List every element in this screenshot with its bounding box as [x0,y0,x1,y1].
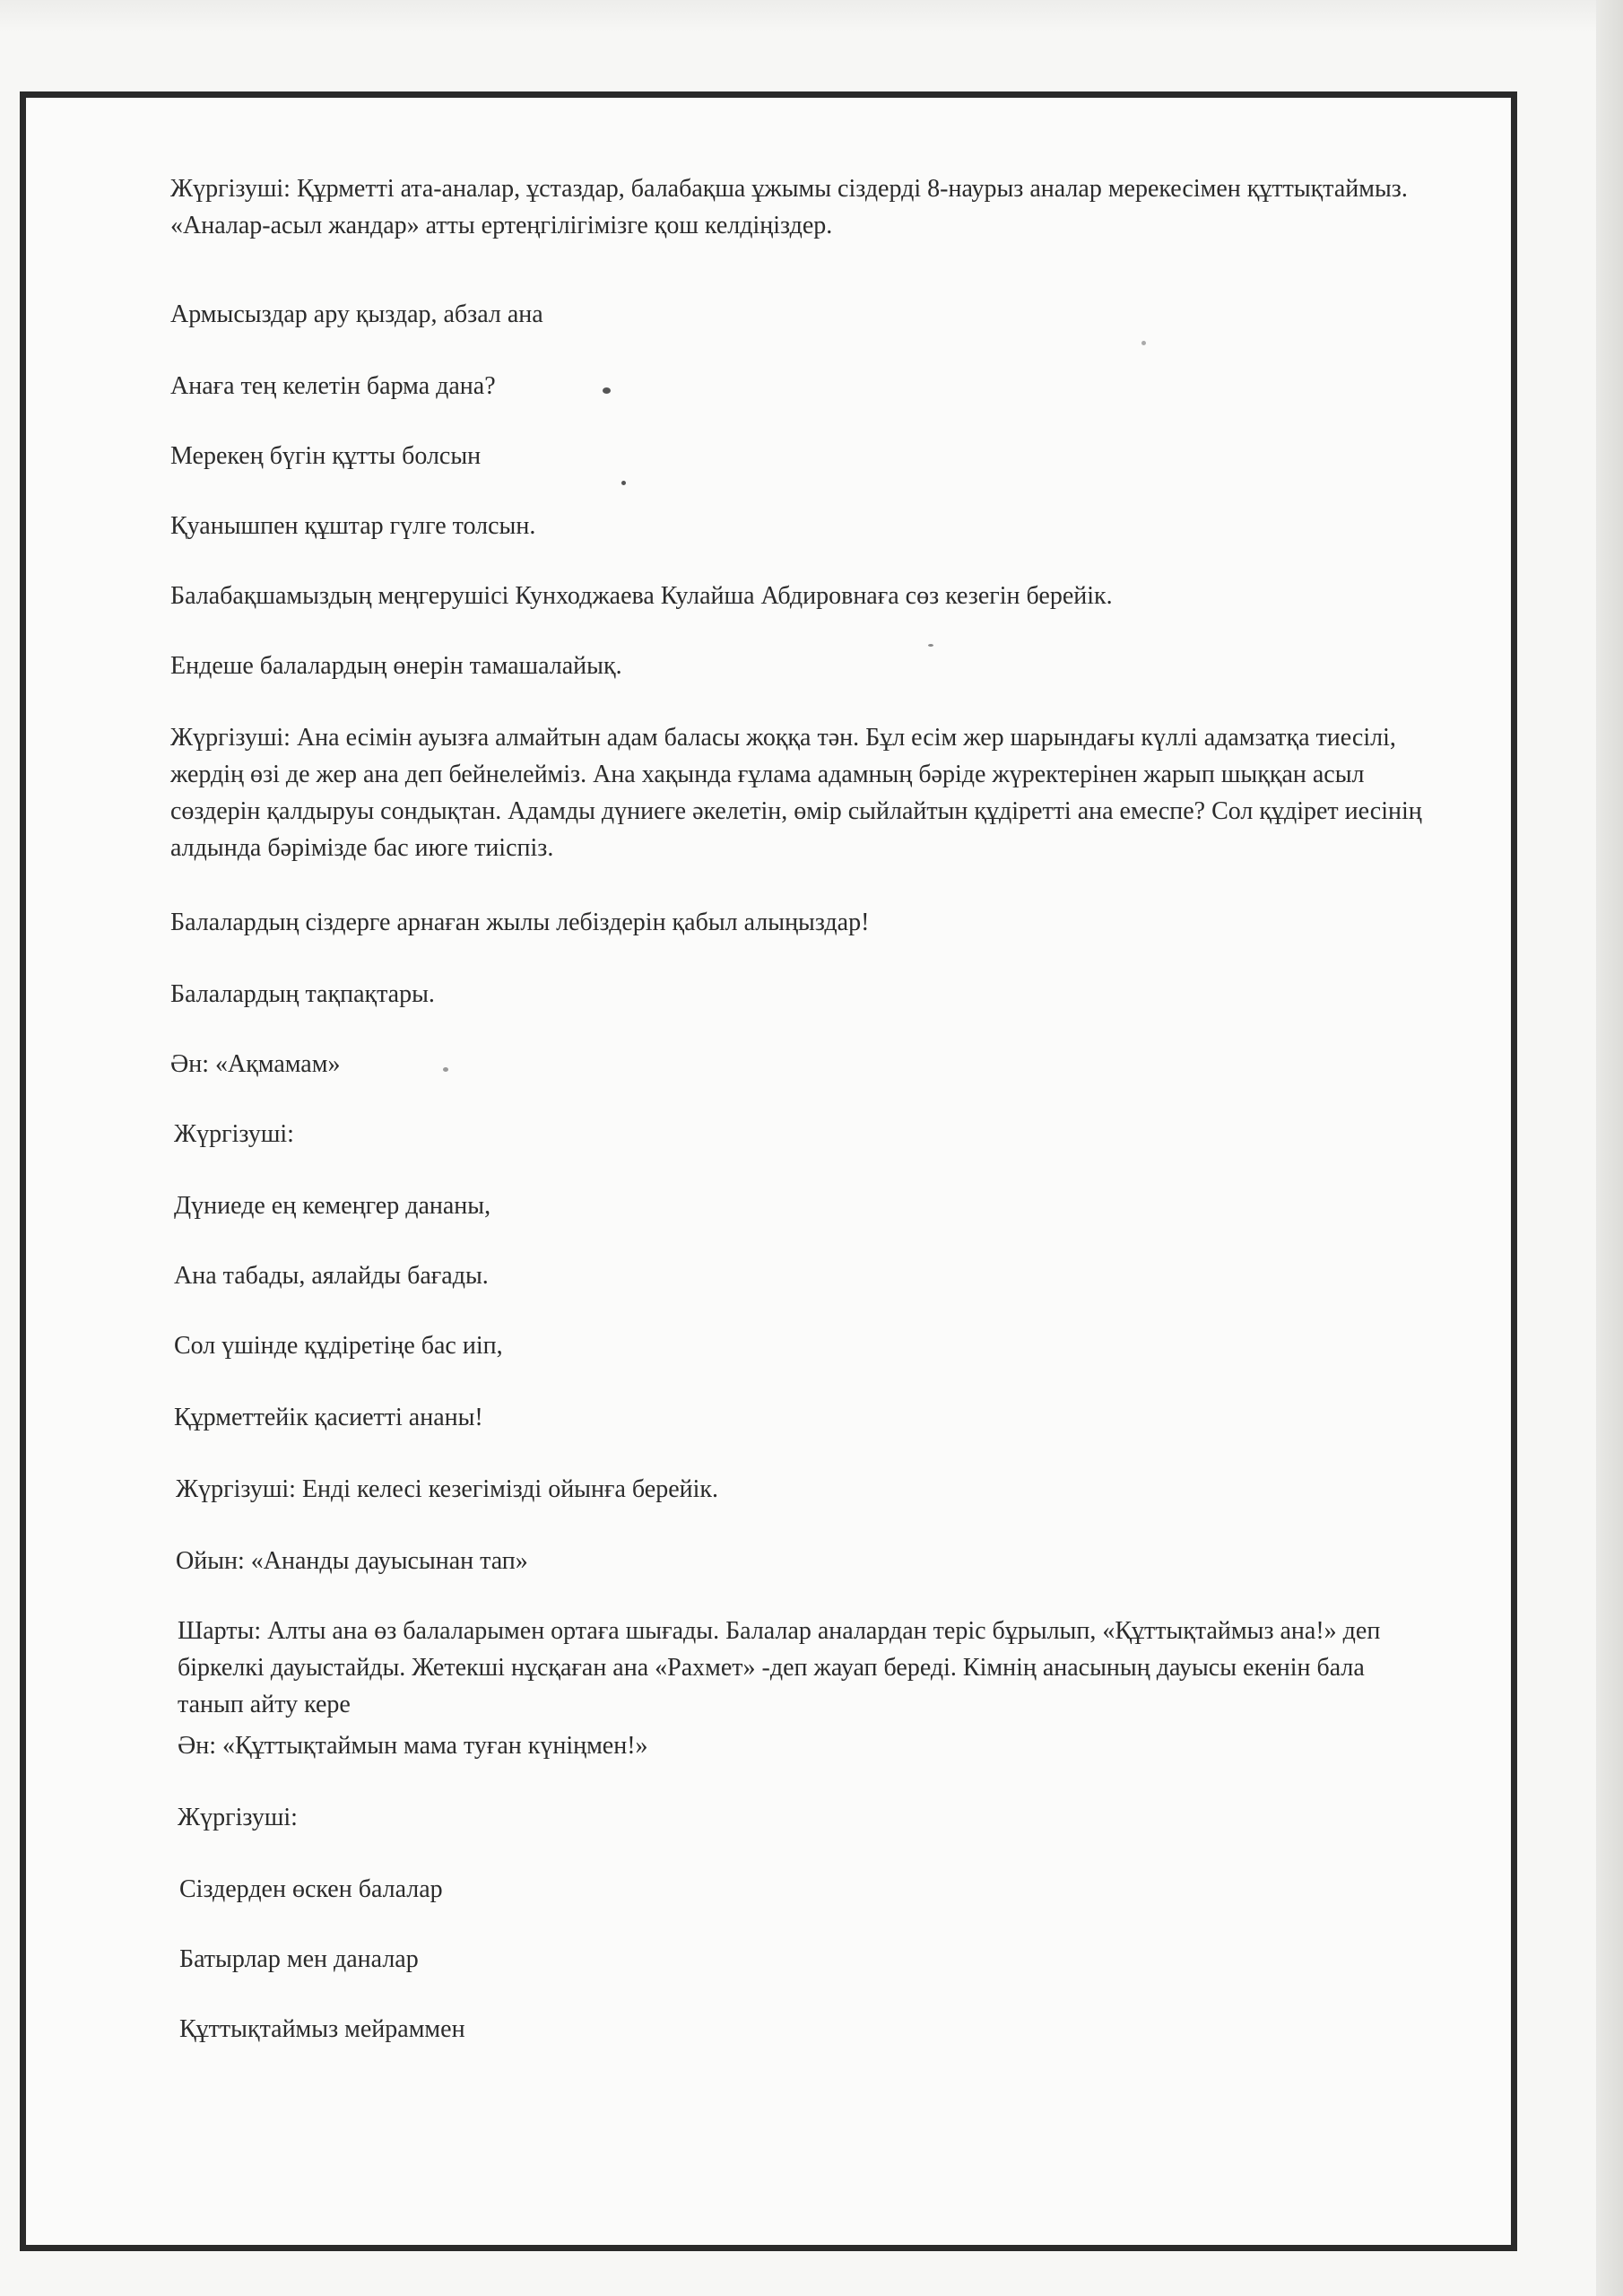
paragraph-host-label: Жүргізуші: [178,1804,298,1831]
page-border-frame [20,91,1517,2251]
paragraph-host-label: Жүргізуші: [174,1120,294,1148]
paragraph-announcement: Балалардың тақпақтары. [170,980,435,1008]
paragraph-verse-line: Батырлар мен даналар [179,1945,419,1973]
paragraph-verse-line: Құттықтаймыз мейраммен [179,2015,465,2043]
paragraph-announcement: Балабақшамыздың меңгерушісі Кунходжаева Кулайша Абдировнаға сөз кезегін берейік. [170,582,1113,610]
paragraph-announcement: Балалардың сіздерге арнаған жылы лебіздерін қабыл алыңыздар! [170,909,870,936]
paragraph-host-speech: Жүргізуші: Енді келесі кезегімізді ойынға берейік. [176,1475,718,1503]
paragraph-verse-line: Сол үшінде құдіретіңе бас иіп, [174,1332,503,1360]
scan-speck [443,1067,448,1072]
scan-right-edge [1596,0,1623,2296]
paragraph-song-title: Ән: «Ақмамам» [170,1050,341,1078]
scan-speck [603,387,611,394]
paragraph-verse-line: Дүниеде ең кемеңгер дананы, [174,1192,491,1220]
paragraph-verse-line: Қуанышпен құштар гүлге толсын. [170,512,536,540]
paragraph-intro: Жүргізуші: Құрметті ата-аналар, ұстаздар, балабақша ұжымы сіздерді 8-наурыз аналар мерекесімен құттықтаймыз. «Аналар-асыл жандар» атты ертеңгілігімізге қош келдіңіздер. [170,175,1408,239]
scan-speck [928,644,933,647]
paragraph-verse-line: Мерекең бүгін құтты болсын [170,442,482,470]
paragraph-verse-line: Анаға тең келетін барма дана? [170,372,496,400]
paragraph-announcement: Ендеше балалардың өнерін тамашалайық. [170,652,622,680]
paragraph-verse-line: Құрметтейік қасиетті ананы! [174,1404,483,1431]
paragraph-verse-line: Сіздерден өскен балалар [179,1875,443,1903]
scan-speck [1141,341,1146,345]
paragraph-game-rules: Шарты: Алты ана өз балаларымен ортаға шығады. Балалар аналардан теріс бұрылып, «Құттықтаймыз ана!» деп біркелкі дауыстайды. Жетекші нұсқаған ана «Рахмет» -деп жауап береді. Кімнің анасының дауысы екенін бала танып айту кере [178,1617,1381,1718]
paragraph-game-title: Ойын: «Ананды дауысынан тап» [176,1547,528,1575]
scan-speck [621,481,626,485]
paragraph-verse-line: Ана табады, аялайды бағады. [174,1262,489,1290]
paragraph-host-speech: Жүргізуші: Ана есімін ауызға алмайтын адам баласы жоққа тән. Бұл есім жер шарындағы күллі адамзатқа тиесілі, жердің өзі де жер ана деп бейнелейміз. Ана хақында ғұлама адамның бәріде жүректерінен жарып шыққан асыл сөздерін қалдыруы сондықтан. Адамды дүниеге әкелетін, өмір сыйлайтын құдіретті ана емеспе? Сол құдірет иесінің алдында бәрімізде бас июге тиіспіз. [170,724,1422,862]
scan-top-edge [0,0,1623,32]
paragraph-verse-line: Армысыздар ару қыздар, абзал ана [170,300,543,328]
paragraph-song-title: Ән: «Құттықтаймын мама туған күніңмен!» [178,1732,648,1760]
